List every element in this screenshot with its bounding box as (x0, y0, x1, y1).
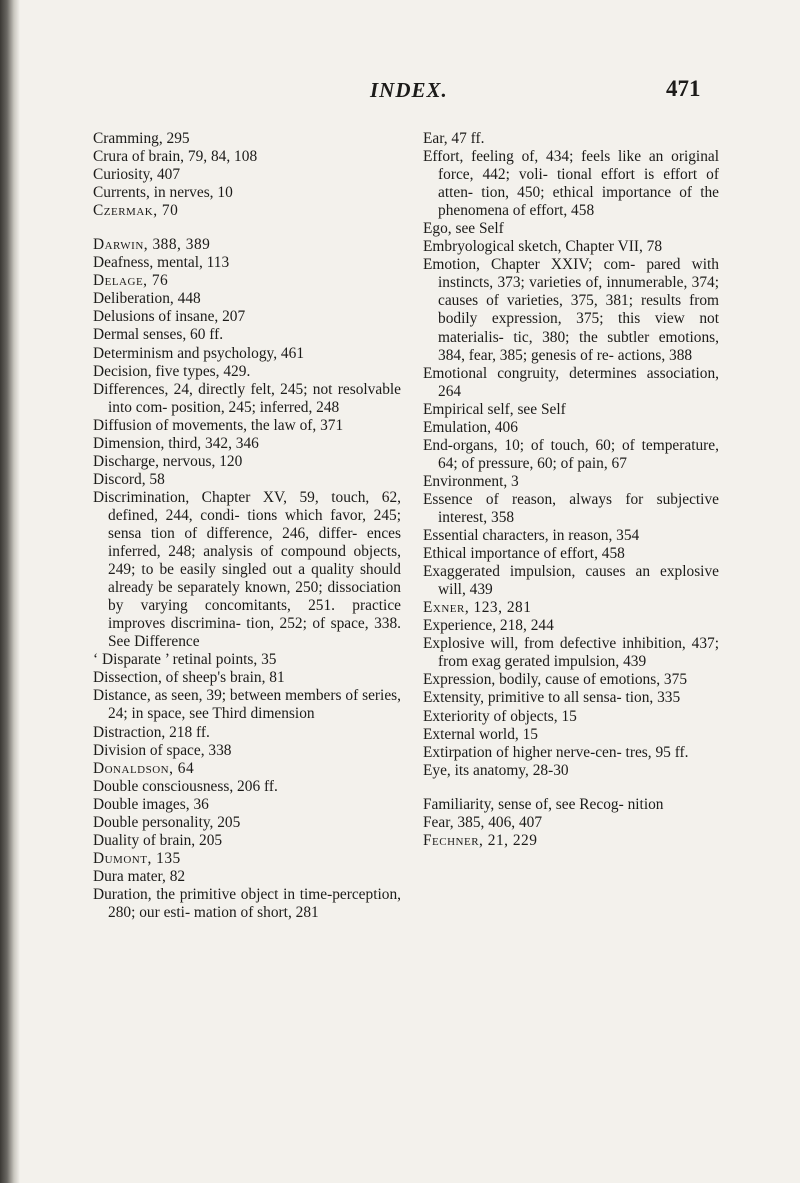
index-entry: Division of space, 338 (93, 741, 232, 759)
index-entry: Diffusion of movements, the law of, 371 (93, 416, 344, 434)
index-entry: Emulation, 406 (423, 418, 518, 436)
index-entry: Extensity, primitive to all sensa- tion, 335 (423, 689, 681, 707)
index-entry: Curiosity, 407 (93, 166, 181, 184)
index-entry: Dura mater, 82 (93, 867, 186, 885)
book-spine-shadow (0, 0, 20, 1183)
index-entry: Explosive will, from defective inhibition, 437; from exag gerated impulsion, 439 (423, 635, 719, 671)
index-entry: Double images, 36 (93, 795, 209, 813)
index-entry: Environment, 3 (423, 472, 519, 490)
index-entry: Dissection, of sheep's brain, 81 (93, 669, 285, 687)
index-entry: Expression, bodily, cause of emotions, 375 (423, 671, 688, 689)
index-entry: Duration, the primitive object in time-perception, 280; our esti- mation of short, 281 (93, 885, 401, 921)
index-entry: Exaggerated impulsion, causes an explosive will, 439 (423, 563, 719, 599)
index-entry: Cramming, 295 (93, 130, 190, 147)
index-entry: Emotion, Chapter XXIV; com- pared with instincts, 373; varieties of, innumerable, 374; causes of varieties, 375, 381; results from bodily expression, 375; this view not materialis- tic, 380; the subtler emotions, 384, fear, 385; genesis of re- actions, 388 (423, 256, 719, 364)
index-column-left (93, 130, 401, 922)
index-entry: Ethical importance of effort, 458 (423, 545, 625, 563)
page-header (0, 72, 800, 112)
index-entry: Darwin, 388, 389 (93, 236, 211, 254)
index-entry: Distance, as seen, 39; between members of series, 24; in space, see Third dimension (93, 687, 401, 723)
index-entry: Determinism and psychology, 461 (93, 344, 305, 362)
index-entry: Delage, 76 (93, 272, 169, 290)
index-entry: Decision, five types, 429. (93, 362, 251, 380)
index-entry: Donaldson, 64 (93, 759, 195, 777)
index-entry: Emotional congruity, determines association, 264 (423, 364, 719, 400)
index-entry: Essential characters, in reason, 354 (423, 527, 640, 545)
running-title: INDEX. (370, 78, 448, 102)
index-entry: Duality of brain, 205 (93, 831, 223, 849)
index-entry: Discharge, nervous, 120 (93, 452, 243, 470)
index-entry: Discord, 58 (93, 470, 165, 488)
index-entry: Essence of reason, always for subjective interest, 358 (423, 490, 719, 526)
index-entry: Delusions of insane, 207 (93, 308, 246, 326)
index-entry: End-organs, 10; of touch, 60; of temperature, 64; of pressure, 60; of pain, 67 (423, 436, 719, 472)
index-entry: ‘ Disparate ’ retinal points, 35 (93, 651, 277, 669)
index-entry: Ear, 47 ff. (423, 130, 485, 147)
index-entry: Experience, 218, 244 (423, 617, 554, 635)
index-entry: Fear, 385, 406, 407 (423, 813, 543, 831)
index-entry: Distraction, 218 ff. (93, 723, 210, 741)
index-entry: Deafness, mental, 113 (93, 254, 230, 272)
index-entry: Double personality, 205 (93, 813, 241, 831)
index-entry: Czermak, 70 (93, 202, 179, 220)
index-entry: Crura of brain, 79, 84, 108 (93, 148, 258, 166)
index-entry: Fechner, 21, 229 (423, 831, 538, 849)
index-entry: Currents, in nerves, 10 (93, 184, 233, 202)
index-entry: External world, 15 (423, 725, 538, 743)
index-entry: Extirpation of higher nerve-cen- tres, 95 ff. (423, 743, 689, 761)
index-entry: Effort, feeling of, 434; feels like an original force, 442; voli- tional effort is effort of atten- tion, 450; ethical importance of the phenomena of effort, 458 (423, 148, 719, 220)
index-entry: Dumont, 135 (93, 849, 181, 867)
index-entry: Exteriority of objects, 15 (423, 707, 577, 725)
index-entry: Deliberation, 448 (93, 290, 201, 308)
index-entry: Differences, 24, directly felt, 245; not resolvable into com- position, 245; inferred, 248 (93, 380, 401, 416)
index-entry: Discrimination, Chapter XV, 59, touch, 62, defined, 244, condi- tions which favor, 245; sensa tion of difference, 246, differ- ences inferred, 248; analysis of compound objects, 249; to be easily singled out a quality should already be separately known, 250; dissociation by varying concomitants, 251. practice improves discrimina- tion, 252; of space, 338. See Difference (93, 488, 401, 651)
index-column-right (423, 130, 719, 850)
index-entry: Familiarity, sense of, see Recog- nition (423, 795, 664, 813)
index-entry: Dimension, third, 342, 346 (93, 434, 259, 452)
page-number: 471 (666, 76, 701, 101)
index-entry: Ego, see Self (423, 220, 504, 238)
index-entry: Double consciousness, 206 ff. (93, 777, 278, 795)
index-entry: Exner, 123, 281 (423, 599, 532, 617)
index-entry: Empirical self, see Self (423, 400, 566, 418)
index-entry: Dermal senses, 60 ff. (93, 326, 224, 344)
index-entry: Eye, its anatomy, 28-30 (423, 761, 569, 779)
index-entry: Embryological sketch, Chapter VII, 78 (423, 238, 663, 256)
